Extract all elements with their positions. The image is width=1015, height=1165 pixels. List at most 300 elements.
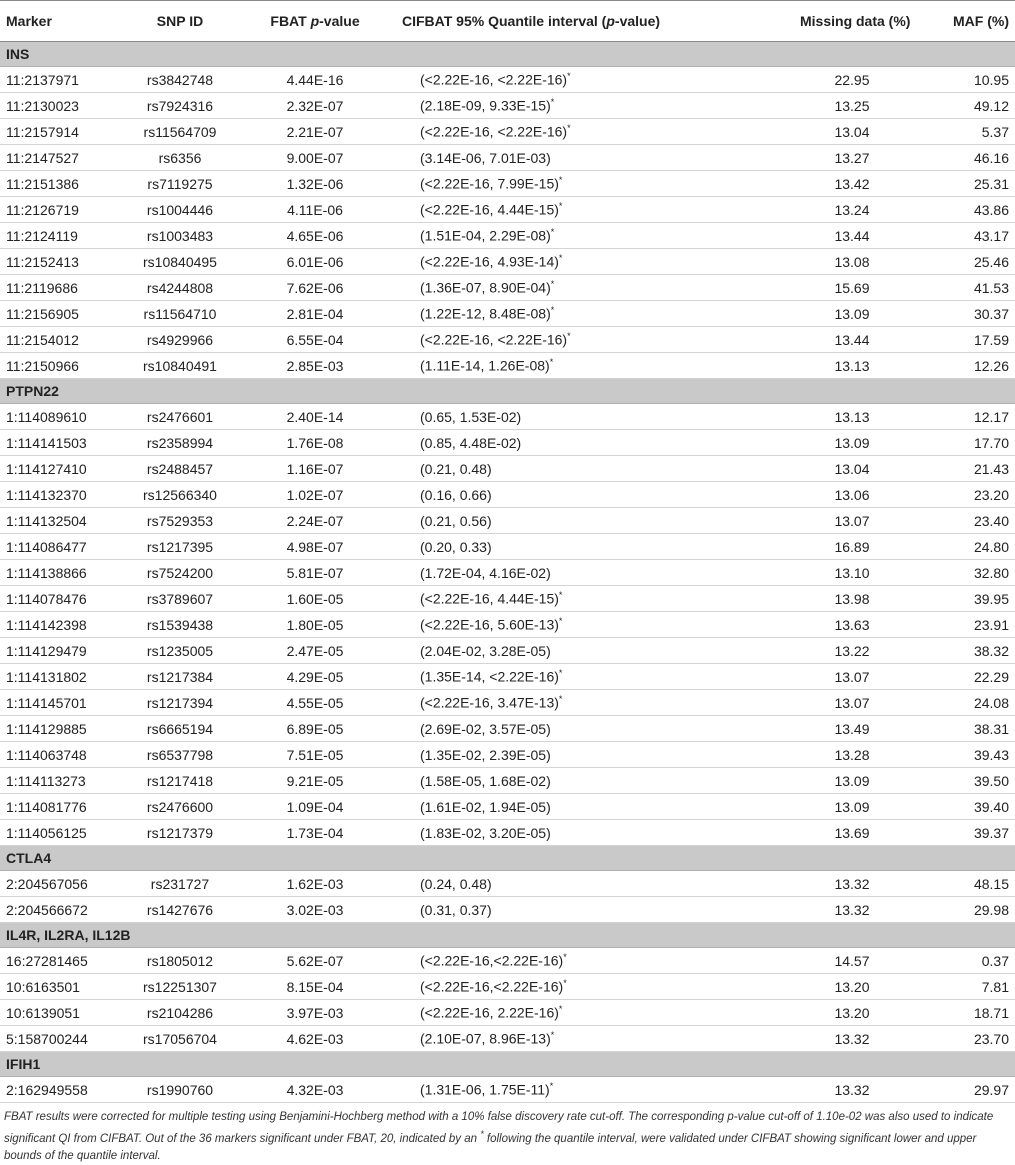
table-row bbox=[0, 249, 1015, 275]
header-missing-data: Missing data (%) bbox=[720, 1, 910, 42]
quantile-interval-text: (1.58E-05, 1.68E-02) bbox=[420, 772, 551, 789]
missing-data-cell: 13.13 bbox=[720, 404, 910, 430]
marker-cell: 11:2126719 bbox=[0, 197, 120, 223]
maf-cell: 46.16 bbox=[910, 145, 1015, 171]
header-marker: Marker bbox=[0, 1, 120, 42]
fbat-pvalue-cell: 5.81E-07 bbox=[240, 560, 390, 586]
snp-id-cell: rs1990760 bbox=[120, 1077, 240, 1103]
quantile-interval-text: (1.61E-02, 1.94E-05) bbox=[420, 798, 551, 815]
quantile-interval-text: (1.51E-04, 2.29E-08) bbox=[420, 227, 551, 244]
fbat-pvalue-cell: 2.21E-07 bbox=[240, 119, 390, 145]
quantile-interval-cell bbox=[390, 534, 720, 560]
fbat-pvalue-cell: 1.73E-04 bbox=[240, 820, 390, 846]
missing-data-cell: 13.07 bbox=[720, 508, 910, 534]
snp-id-cell: rs1427676 bbox=[120, 897, 240, 923]
missing-data-cell: 14.57 bbox=[720, 948, 910, 974]
missing-data-cell: 13.25 bbox=[720, 93, 910, 119]
gene-group-row bbox=[0, 846, 1015, 871]
marker-cell: 11:2154012 bbox=[0, 327, 120, 353]
snp-id-cell: rs4244808 bbox=[120, 275, 240, 301]
missing-data-cell: 13.32 bbox=[720, 1026, 910, 1052]
table-row bbox=[0, 871, 1015, 897]
table-row bbox=[0, 586, 1015, 612]
table-row bbox=[0, 404, 1015, 430]
quantile-interval-text: (0.16, 0.66) bbox=[420, 486, 492, 503]
marker-cell: 11:2124119 bbox=[0, 223, 120, 249]
table-body bbox=[0, 42, 1015, 1103]
fbat-pvalue-cell: 1.76E-08 bbox=[240, 430, 390, 456]
marker-cell: 11:2147527 bbox=[0, 145, 120, 171]
fbat-pvalue-cell: 4.55E-05 bbox=[240, 690, 390, 716]
quantile-interval-text: (1.72E-04, 4.16E-02) bbox=[420, 564, 551, 581]
quantile-interval-cell bbox=[390, 353, 720, 379]
missing-data-cell: 13.28 bbox=[720, 742, 910, 768]
quantile-interval-text: (0.21, 0.48) bbox=[420, 460, 492, 477]
marker-cell: 1:114129885 bbox=[0, 716, 120, 742]
maf-cell: 7.81 bbox=[910, 974, 1015, 1000]
quantile-interval-text: (0.21, 0.56) bbox=[420, 512, 492, 529]
fbat-pvalue-cell: 1.80E-05 bbox=[240, 612, 390, 638]
quantile-interval-text: (<2.22E-16, <2.22E-16) bbox=[420, 331, 568, 348]
quantile-interval-text: (<2.22E-16, 4.93E-14) bbox=[420, 253, 559, 270]
marker-cell: 1:114127410 bbox=[0, 456, 120, 482]
quantile-interval-cell bbox=[390, 974, 720, 1000]
table-row bbox=[0, 223, 1015, 249]
table-row bbox=[0, 171, 1015, 197]
missing-data-cell: 13.69 bbox=[720, 820, 910, 846]
missing-data-cell: 13.32 bbox=[720, 1077, 910, 1103]
marker-cell: 1:114142398 bbox=[0, 612, 120, 638]
significance-marker: * bbox=[549, 357, 554, 368]
snp-id-cell: rs6665194 bbox=[120, 716, 240, 742]
quantile-interval-text: (0.65, 1.53E-02) bbox=[420, 408, 522, 425]
missing-data-cell: 13.98 bbox=[720, 586, 910, 612]
quantile-interval-cell bbox=[390, 1077, 720, 1103]
snp-id-cell: rs7524200 bbox=[120, 560, 240, 586]
snp-id-cell: rs1805012 bbox=[120, 948, 240, 974]
snp-id-cell: rs12251307 bbox=[120, 974, 240, 1000]
quantile-interval-text: (0.31, 0.37) bbox=[420, 901, 492, 918]
table-row bbox=[0, 482, 1015, 508]
marker-cell: 1:114141503 bbox=[0, 430, 120, 456]
fbat-pvalue-cell: 5.62E-07 bbox=[240, 948, 390, 974]
quantile-interval-cell bbox=[390, 768, 720, 794]
quantile-interval-cell bbox=[390, 482, 720, 508]
table-row bbox=[0, 742, 1015, 768]
marker-cell: 1:114081776 bbox=[0, 794, 120, 820]
marker-cell: 1:114089610 bbox=[0, 404, 120, 430]
marker-cell: 11:2151386 bbox=[0, 171, 120, 197]
missing-data-cell: 13.32 bbox=[720, 897, 910, 923]
snp-id-cell: rs231727 bbox=[120, 871, 240, 897]
quantile-interval-cell bbox=[390, 612, 720, 638]
missing-data-cell: 13.04 bbox=[720, 119, 910, 145]
fbat-pvalue-cell: 4.62E-03 bbox=[240, 1026, 390, 1052]
missing-data-cell: 13.49 bbox=[720, 716, 910, 742]
fbat-pvalue-cell: 1.16E-07 bbox=[240, 456, 390, 482]
significance-marker: * bbox=[567, 71, 571, 82]
missing-data-cell: 13.09 bbox=[720, 768, 910, 794]
maf-cell: 43.86 bbox=[910, 197, 1015, 223]
fbat-pvalue-cell: 4.32E-03 bbox=[240, 1077, 390, 1103]
missing-data-cell: 13.24 bbox=[720, 197, 910, 223]
quantile-interval-cell bbox=[390, 638, 720, 664]
fbat-pvalue-cell: 2.40E-14 bbox=[240, 404, 390, 430]
snp-id-cell: rs12566340 bbox=[120, 482, 240, 508]
maf-cell: 32.80 bbox=[910, 560, 1015, 586]
maf-cell: 39.50 bbox=[910, 768, 1015, 794]
quantile-interval-text: (0.24, 0.48) bbox=[420, 875, 492, 892]
maf-cell: 21.43 bbox=[910, 456, 1015, 482]
snp-id-cell: rs3789607 bbox=[120, 586, 240, 612]
snp-id-cell: rs1217395 bbox=[120, 534, 240, 560]
maf-cell: 41.53 bbox=[910, 275, 1015, 301]
quantile-interval-cell bbox=[390, 171, 720, 197]
table-row bbox=[0, 716, 1015, 742]
gene-group-row bbox=[0, 923, 1015, 948]
marker-cell: 1:114063748 bbox=[0, 742, 120, 768]
table-row bbox=[0, 430, 1015, 456]
table-row bbox=[0, 119, 1015, 145]
table-footnote: FBAT results were corrected for multiple testing using Benjamini-Hochberg method with a 10% false discovery rate cut-off. The corresponding p-value cut-off of 1.10e-02 was also used to indicate significant QI from CIFBAT. Out of the 36 markers significant under FBAT, 20, indicated by an * following the quantile interval, were validated under CIFBAT showing significant lower and upper bounds of the quantile interval. bbox=[4, 1111, 994, 1162]
maf-cell: 38.31 bbox=[910, 716, 1015, 742]
snp-id-cell: rs1539438 bbox=[120, 612, 240, 638]
table-row bbox=[0, 1077, 1015, 1103]
table-row bbox=[0, 664, 1015, 690]
missing-data-cell: 13.63 bbox=[720, 612, 910, 638]
significance-marker: * bbox=[550, 97, 555, 108]
marker-cell: 11:2150966 bbox=[0, 353, 120, 379]
quantile-interval-cell bbox=[390, 742, 720, 768]
quantile-interval-cell bbox=[390, 223, 720, 249]
marker-cell: 11:2156905 bbox=[0, 301, 120, 327]
missing-data-cell: 13.07 bbox=[720, 664, 910, 690]
significance-marker: * bbox=[563, 952, 567, 963]
marker-cell: 1:114132504 bbox=[0, 508, 120, 534]
marker-cell: 2:204567056 bbox=[0, 871, 120, 897]
significance-marker: * bbox=[558, 201, 563, 212]
quantile-interval-text: (<2.22E-16,<2.22E-16) bbox=[420, 952, 564, 969]
quantile-interval-text: (2.18E-09, 9.33E-15) bbox=[420, 97, 551, 114]
table-row bbox=[0, 67, 1015, 93]
quantile-interval-text: (1.35E-14, <2.22E-16) bbox=[420, 668, 559, 685]
header-fbat-pvalue: FBAT p-value bbox=[240, 1, 390, 42]
table-row bbox=[0, 353, 1015, 379]
maf-cell: 39.37 bbox=[910, 820, 1015, 846]
maf-cell: 23.20 bbox=[910, 482, 1015, 508]
fbat-pvalue-cell: 1.62E-03 bbox=[240, 871, 390, 897]
fbat-pvalue-cell: 2.24E-07 bbox=[240, 508, 390, 534]
quantile-interval-text: (3.14E-06, 7.01E-03) bbox=[420, 149, 551, 166]
table-row bbox=[0, 327, 1015, 353]
fbat-pvalue-cell: 1.02E-07 bbox=[240, 482, 390, 508]
quantile-interval-cell bbox=[390, 145, 720, 171]
table-row bbox=[0, 560, 1015, 586]
missing-data-cell: 13.44 bbox=[720, 223, 910, 249]
quantile-interval-text: (1.31E-06, 1.75E-11) bbox=[420, 1081, 550, 1098]
quantile-interval-text: (2.04E-02, 3.28E-05) bbox=[420, 642, 551, 659]
quantile-interval-cell bbox=[390, 664, 720, 690]
fbat-pvalue-cell: 6.01E-06 bbox=[240, 249, 390, 275]
marker-cell: 1:114056125 bbox=[0, 820, 120, 846]
missing-data-cell: 13.22 bbox=[720, 638, 910, 664]
gene-group-label: PTPN22 bbox=[0, 379, 1015, 404]
quantile-interval-cell bbox=[390, 690, 720, 716]
snp-id-cell: rs11564710 bbox=[120, 301, 240, 327]
table-row bbox=[0, 508, 1015, 534]
fbat-pvalue-cell: 4.65E-06 bbox=[240, 223, 390, 249]
snp-id-cell: rs2358994 bbox=[120, 430, 240, 456]
snp-id-cell: rs7529353 bbox=[120, 508, 240, 534]
quantile-interval-cell bbox=[390, 67, 720, 93]
fbat-pvalue-cell: 9.21E-05 bbox=[240, 768, 390, 794]
missing-data-cell: 13.09 bbox=[720, 794, 910, 820]
snp-id-cell: rs2476600 bbox=[120, 794, 240, 820]
gene-group-row bbox=[0, 379, 1015, 404]
quantile-interval-cell bbox=[390, 820, 720, 846]
maf-cell: 5.37 bbox=[910, 119, 1015, 145]
quantile-interval-text: (<2.22E-16, 5.60E-13) bbox=[420, 616, 559, 633]
fbat-pvalue-cell: 4.29E-05 bbox=[240, 664, 390, 690]
fbat-pvalue-cell: 6.89E-05 bbox=[240, 716, 390, 742]
snp-id-cell: rs2476601 bbox=[120, 404, 240, 430]
quantile-interval-cell bbox=[390, 871, 720, 897]
gene-group-label: CTLA4 bbox=[0, 846, 1015, 871]
maf-cell: 25.46 bbox=[910, 249, 1015, 275]
quantile-interval-text: (<2.22E-16, 4.44E-15) bbox=[420, 590, 559, 607]
fbat-pvalue-cell: 2.32E-07 bbox=[240, 93, 390, 119]
quantile-interval-text: (<2.22E-16, <2.22E-16) bbox=[420, 71, 568, 88]
maf-cell: 22.29 bbox=[910, 664, 1015, 690]
missing-data-cell: 13.10 bbox=[720, 560, 910, 586]
quantile-interval-cell bbox=[390, 197, 720, 223]
quantile-interval-cell bbox=[390, 275, 720, 301]
marker-cell: 10:6163501 bbox=[0, 974, 120, 1000]
marker-cell: 1:114131802 bbox=[0, 664, 120, 690]
table-row bbox=[0, 275, 1015, 301]
missing-data-cell: 22.95 bbox=[720, 67, 910, 93]
header-maf: MAF (%) bbox=[910, 1, 1015, 42]
marker-cell: 10:6139051 bbox=[0, 1000, 120, 1026]
quantile-interval-text: (<2.22E-16, <2.22E-16) bbox=[420, 123, 568, 140]
significance-marker: * bbox=[550, 279, 555, 290]
table-row bbox=[0, 897, 1015, 923]
fbat-pvalue-cell: 7.62E-06 bbox=[240, 275, 390, 301]
maf-cell: 23.40 bbox=[910, 508, 1015, 534]
missing-data-cell: 13.09 bbox=[720, 301, 910, 327]
header-row bbox=[0, 1, 1015, 42]
snp-id-cell: rs11564709 bbox=[120, 119, 240, 145]
maf-cell: 23.70 bbox=[910, 1026, 1015, 1052]
maf-cell: 48.15 bbox=[910, 871, 1015, 897]
significance-marker: * bbox=[558, 253, 563, 264]
missing-data-cell: 13.32 bbox=[720, 871, 910, 897]
snp-id-cell: rs6537798 bbox=[120, 742, 240, 768]
missing-data-cell: 13.07 bbox=[720, 690, 910, 716]
snp-id-cell: rs1217418 bbox=[120, 768, 240, 794]
significance-marker: * bbox=[550, 227, 555, 238]
fbat-pvalue-cell: 3.97E-03 bbox=[240, 1000, 390, 1026]
significance-marker: * bbox=[563, 978, 567, 989]
quantile-interval-cell bbox=[390, 456, 720, 482]
significance-marker: * bbox=[558, 1004, 563, 1015]
marker-cell: 1:114078476 bbox=[0, 586, 120, 612]
missing-data-cell: 15.69 bbox=[720, 275, 910, 301]
missing-data-cell: 13.20 bbox=[720, 974, 910, 1000]
fbat-pvalue-cell: 1.32E-06 bbox=[240, 171, 390, 197]
missing-data-cell: 13.27 bbox=[720, 145, 910, 171]
table-row bbox=[0, 93, 1015, 119]
significance-marker: * bbox=[558, 175, 563, 186]
quantile-interval-text: (<2.22E-16, 4.44E-15) bbox=[420, 201, 559, 218]
quantile-interval-text: (1.22E-12, 8.48E-08) bbox=[420, 305, 551, 322]
snp-id-cell: rs2488457 bbox=[120, 456, 240, 482]
maf-cell: 18.71 bbox=[910, 1000, 1015, 1026]
snp-id-cell: rs7119275 bbox=[120, 171, 240, 197]
fbat-pvalue-cell: 2.81E-04 bbox=[240, 301, 390, 327]
maf-cell: 12.17 bbox=[910, 404, 1015, 430]
table-row bbox=[0, 974, 1015, 1000]
missing-data-cell: 13.08 bbox=[720, 249, 910, 275]
table-row bbox=[0, 197, 1015, 223]
significance-marker: * bbox=[558, 668, 563, 679]
quantile-interval-text: (<2.22E-16, 2.22E-16) bbox=[420, 1004, 559, 1021]
fbat-pvalue-cell: 7.51E-05 bbox=[240, 742, 390, 768]
quantile-interval-text: (2.10E-07, 8.96E-13) bbox=[420, 1030, 551, 1047]
marker-cell: 11:2157914 bbox=[0, 119, 120, 145]
quantile-interval-cell bbox=[390, 327, 720, 353]
significance-marker: * bbox=[567, 331, 571, 342]
missing-data-cell: 13.20 bbox=[720, 1000, 910, 1026]
quantile-interval-cell bbox=[390, 560, 720, 586]
significance-marker: * bbox=[558, 616, 563, 627]
quantile-interval-cell bbox=[390, 1000, 720, 1026]
gene-group-row bbox=[0, 42, 1015, 67]
fbat-pvalue-cell: 2.47E-05 bbox=[240, 638, 390, 664]
marker-cell: 11:2152413 bbox=[0, 249, 120, 275]
quantile-interval-text: (<2.22E-16, 7.99E-15) bbox=[420, 175, 559, 192]
marker-cell: 5:158700244 bbox=[0, 1026, 120, 1052]
fbat-pvalue-cell: 4.44E-16 bbox=[240, 67, 390, 93]
marker-cell: 1:114129479 bbox=[0, 638, 120, 664]
quantile-interval-cell bbox=[390, 794, 720, 820]
snp-id-cell: rs4929966 bbox=[120, 327, 240, 353]
marker-cell: 2:162949558 bbox=[0, 1077, 120, 1103]
table-row bbox=[0, 690, 1015, 716]
fbat-pvalue-cell: 1.09E-04 bbox=[240, 794, 390, 820]
snp-id-cell: rs1004446 bbox=[120, 197, 240, 223]
maf-cell: 25.31 bbox=[910, 171, 1015, 197]
quantile-interval-cell bbox=[390, 93, 720, 119]
maf-cell: 29.98 bbox=[910, 897, 1015, 923]
significance-marker: * bbox=[549, 1081, 554, 1092]
missing-data-cell: 13.09 bbox=[720, 430, 910, 456]
missing-data-cell: 13.42 bbox=[720, 171, 910, 197]
maf-cell: 30.37 bbox=[910, 301, 1015, 327]
quantile-interval-text: (1.11E-14, 1.26E-08) bbox=[420, 357, 550, 374]
maf-cell: 17.70 bbox=[910, 430, 1015, 456]
significance-marker: * bbox=[567, 123, 571, 134]
quantile-interval-text: (1.35E-02, 2.39E-05) bbox=[420, 746, 551, 763]
missing-data-cell: 13.44 bbox=[720, 327, 910, 353]
marker-cell: 1:114086477 bbox=[0, 534, 120, 560]
quantile-interval-cell bbox=[390, 948, 720, 974]
maf-cell: 29.97 bbox=[910, 1077, 1015, 1103]
table-row bbox=[0, 301, 1015, 327]
marker-cell: 16:27281465 bbox=[0, 948, 120, 974]
quantile-interval-cell bbox=[390, 586, 720, 612]
snp-id-cell: rs10840495 bbox=[120, 249, 240, 275]
table-row bbox=[0, 456, 1015, 482]
gene-group-label: IL4R, IL2RA, IL12B bbox=[0, 923, 1015, 948]
table-row bbox=[0, 612, 1015, 638]
snp-id-cell: rs1217379 bbox=[120, 820, 240, 846]
maf-cell: 38.32 bbox=[910, 638, 1015, 664]
table-row bbox=[0, 1026, 1015, 1052]
table-row bbox=[0, 768, 1015, 794]
maf-cell: 12.26 bbox=[910, 353, 1015, 379]
maf-cell: 10.95 bbox=[910, 67, 1015, 93]
fbat-pvalue-cell: 9.00E-07 bbox=[240, 145, 390, 171]
gene-group-label: IFIH1 bbox=[0, 1052, 1015, 1077]
marker-cell: 11:2137971 bbox=[0, 67, 120, 93]
gene-group-label: INS bbox=[0, 42, 1015, 67]
quantile-interval-cell bbox=[390, 301, 720, 327]
maf-cell: 39.43 bbox=[910, 742, 1015, 768]
maf-cell: 0.37 bbox=[910, 948, 1015, 974]
fbat-pvalue-cell: 4.98E-07 bbox=[240, 534, 390, 560]
missing-data-cell: 13.04 bbox=[720, 456, 910, 482]
maf-cell: 24.08 bbox=[910, 690, 1015, 716]
table-row bbox=[0, 638, 1015, 664]
snp-id-cell: rs2104286 bbox=[120, 1000, 240, 1026]
significance-marker: * bbox=[550, 305, 555, 316]
table-row bbox=[0, 534, 1015, 560]
fbat-pvalue-cell: 1.60E-05 bbox=[240, 586, 390, 612]
marker-cell: 11:2130023 bbox=[0, 93, 120, 119]
marker-cell: 1:114138866 bbox=[0, 560, 120, 586]
quantile-interval-cell bbox=[390, 404, 720, 430]
maf-cell: 24.80 bbox=[910, 534, 1015, 560]
marker-cell: 2:204566672 bbox=[0, 897, 120, 923]
maf-cell: 17.59 bbox=[910, 327, 1015, 353]
significance-marker: * bbox=[558, 590, 563, 601]
quantile-interval-cell bbox=[390, 430, 720, 456]
quantile-interval-cell bbox=[390, 1026, 720, 1052]
snp-id-cell: rs6356 bbox=[120, 145, 240, 171]
quantile-interval-cell bbox=[390, 508, 720, 534]
fbat-pvalue-cell: 3.02E-03 bbox=[240, 897, 390, 923]
significance-marker: * bbox=[558, 694, 563, 705]
maf-cell: 23.91 bbox=[910, 612, 1015, 638]
fbat-pvalue-cell: 2.85E-03 bbox=[240, 353, 390, 379]
missing-data-cell: 13.13 bbox=[720, 353, 910, 379]
quantile-interval-cell bbox=[390, 119, 720, 145]
quantile-interval-cell bbox=[390, 249, 720, 275]
header-snp-id: SNP ID bbox=[120, 1, 240, 42]
maf-cell: 49.12 bbox=[910, 93, 1015, 119]
marker-cell: 1:114132370 bbox=[0, 482, 120, 508]
significance-marker: * bbox=[550, 1030, 555, 1041]
quantile-interval-text: (1.36E-07, 8.90E-04) bbox=[420, 279, 551, 296]
quantile-interval-cell bbox=[390, 716, 720, 742]
marker-cell: 11:2119686 bbox=[0, 275, 120, 301]
snp-id-cell: rs1217394 bbox=[120, 690, 240, 716]
snp-id-cell: rs10840491 bbox=[120, 353, 240, 379]
snp-id-cell: rs1217384 bbox=[120, 664, 240, 690]
quantile-interval-text: (0.20, 0.33) bbox=[420, 538, 492, 555]
snp-id-cell: rs1003483 bbox=[120, 223, 240, 249]
